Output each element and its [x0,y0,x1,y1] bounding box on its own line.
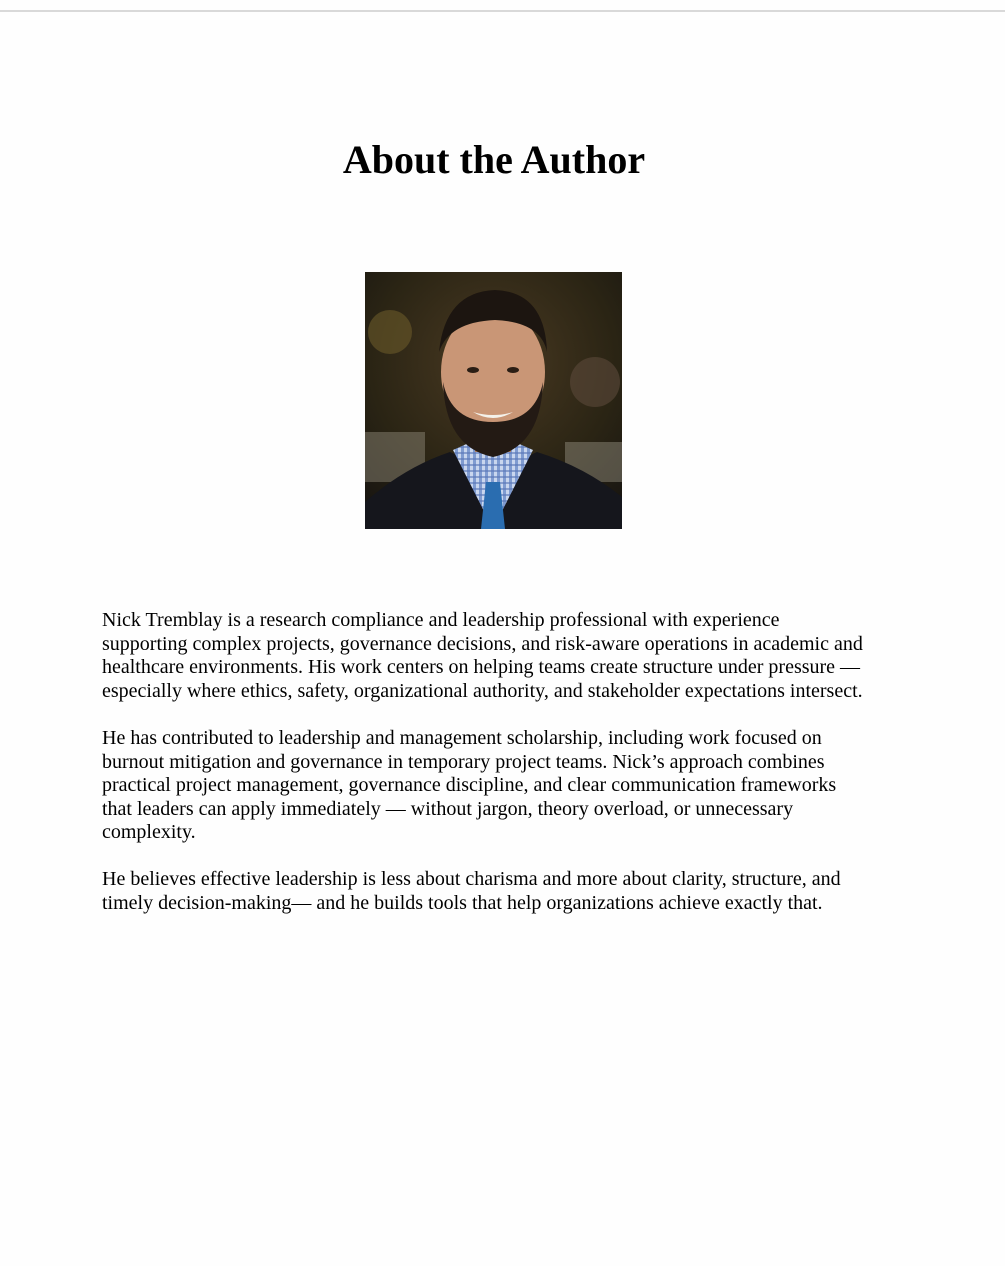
bio-paragraph-1 [102,609,902,703]
author-photo [365,272,622,529]
page-top-border [0,10,1005,12]
text-line: practical project management, governance discipline, and clear communication frameworks [102,774,837,796]
text-line: Nick Tremblay is a research compliance and leadership professional with experience [102,609,780,631]
bio-paragraph-2 [102,727,902,845]
text-line: timely decision-making— and he builds tools that help organizations achieve exactly that. [102,891,823,914]
text-line: that leaders can apply immediately — without jargon, theory overload, or unnecessary [102,797,794,820]
text-line: He has contributed to leadership and management scholarship, including work focused on [102,727,822,749]
page-title: About the Author [342,137,646,182]
text-line: supporting complex projects, governance decisions, and risk-aware operations in academic and [102,632,863,655]
text-line: especially where ethics, safety, organizational authority, and stakeholder expectations intersect. [102,679,863,702]
text-line: healthcare environments. His work centers on helping teams create structure under pressure — [102,656,861,678]
bio-paragraph-3 [102,868,902,915]
text-line: complexity. [102,821,196,843]
text-line: burnout mitigation and governance in temporary project teams. Nick’s approach combines [102,750,825,773]
text-line: He believes effective leadership is less about charisma and more about clarity, structure, and [102,868,841,890]
